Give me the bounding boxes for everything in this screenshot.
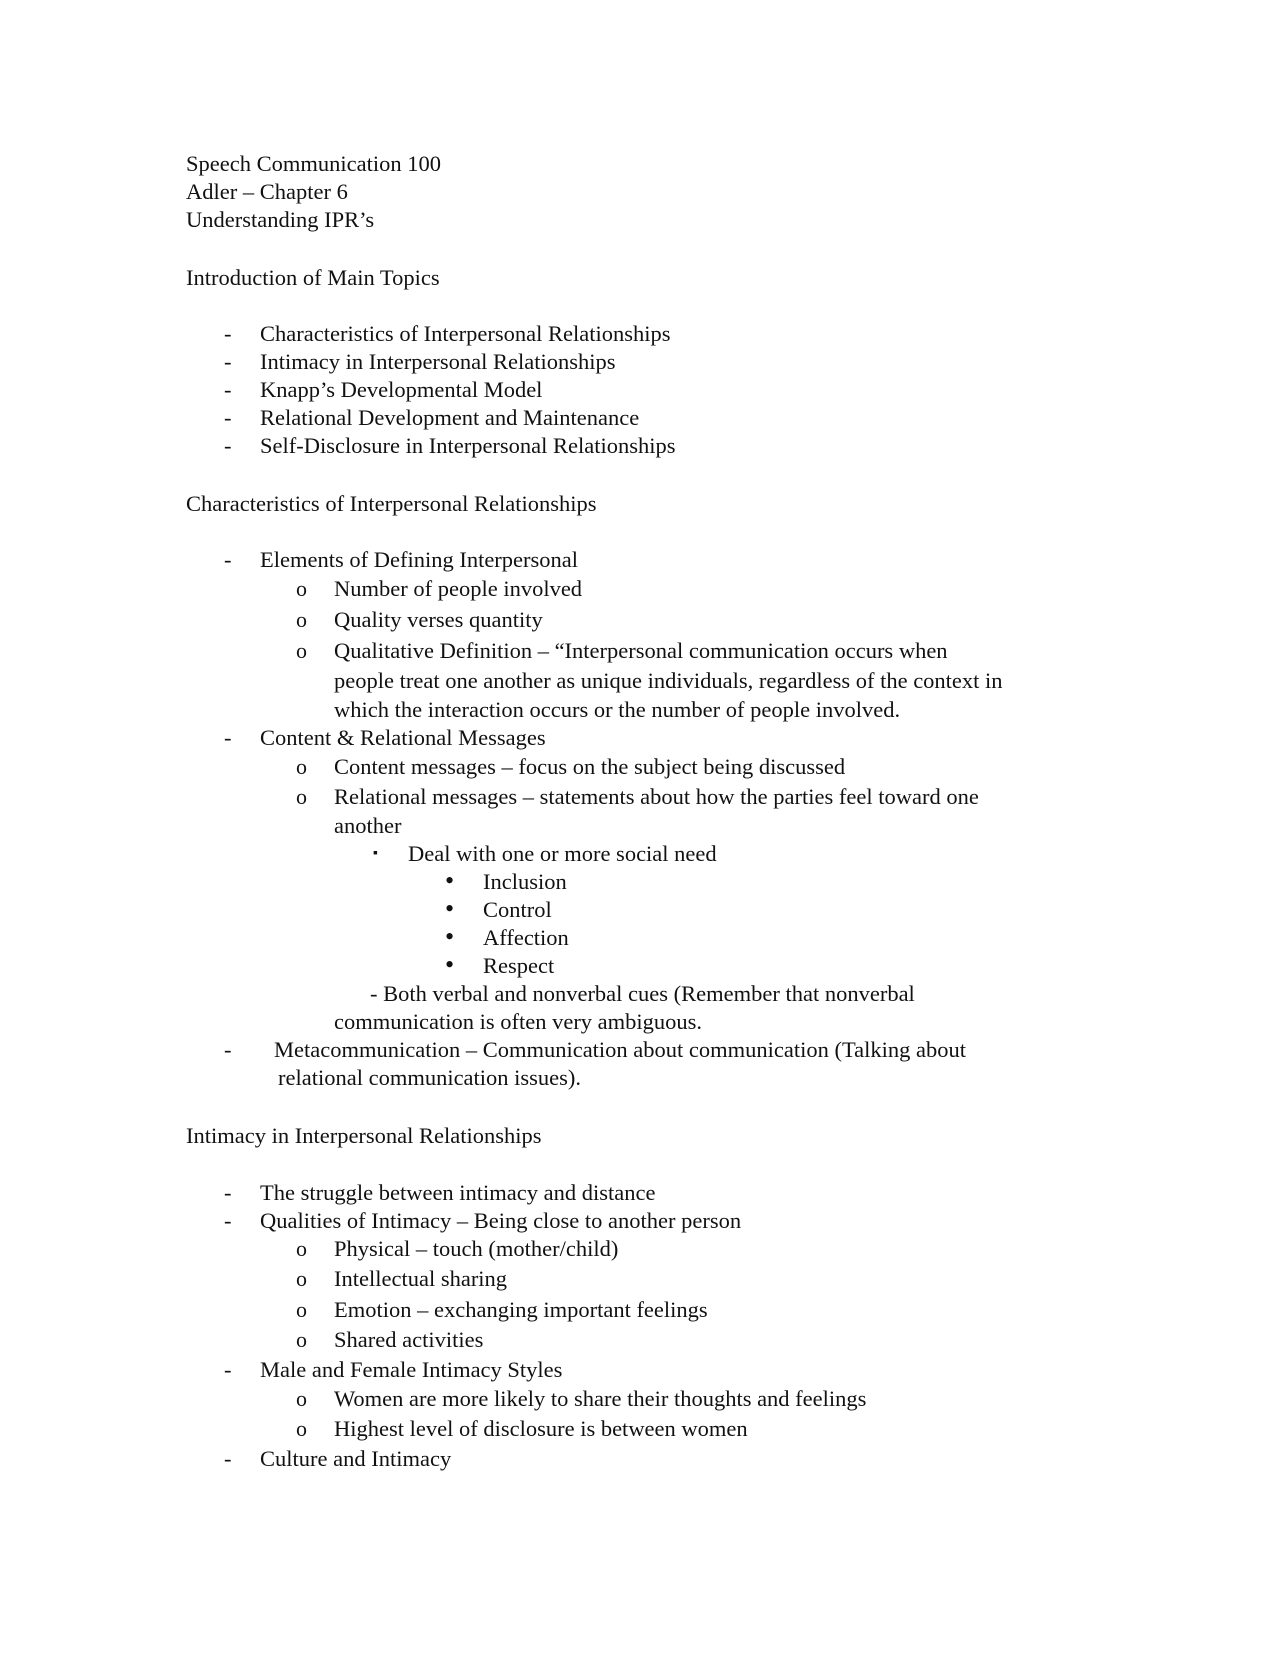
intimacy-heading: Intimacy in Interpersonal Relationships [186,1123,542,1148]
dash-marker: - [224,1208,232,1233]
dash-marker: - [224,1357,232,1382]
cues-line1: - Both verbal and nonverbal cues (Remember that nonverbal [370,981,915,1006]
course-title: Speech Communication 100 [186,151,441,176]
square-bullet-icon: ▪ [373,846,378,861]
qualitative-definition-line3: which the interaction occurs or the number of people involved. [334,697,901,722]
need-respect: Respect [483,953,555,978]
circle-marker: o [296,784,307,809]
qualitative-definition-line2: people treat one another as unique individuals, regardless of the context in [334,668,1003,693]
dash-marker: - [224,405,232,430]
circle-marker: o [296,1327,307,1352]
qualities-label: Qualities of Intimacy – Being close to another person [260,1208,742,1233]
circle-marker: o [296,1266,307,1291]
dash-marker: - [224,1037,232,1062]
content-relational-label: Content & Relational Messages [260,725,546,750]
circle-marker: o [296,754,307,779]
dash-marker: - [224,725,232,750]
content-messages: Content messages – focus on the subject being discussed [334,754,846,779]
dash-marker: - [224,1180,232,1205]
dash-marker: - [224,1446,232,1471]
intro-item-characteristics: Characteristics of Interpersonal Relationships [260,321,671,346]
circle-marker: o [296,576,307,601]
relational-messages-line2: another [334,813,402,838]
circle-marker: o [296,638,307,663]
need-affection: Affection [483,925,569,950]
quality-physical: Physical – touch (mother/child) [334,1236,619,1261]
elements-label: Elements of Defining Interpersonal [260,547,579,572]
quality-shared-activities: Shared activities [334,1327,484,1352]
intro-item-self-disclosure: Self-Disclosure in Interpersonal Relationships [260,433,676,458]
qualitative-definition-line1: Qualitative Definition – “Interpersonal communication occurs when [334,638,948,663]
circle-marker: o [296,1416,307,1441]
metacommunication-line1: Metacommunication – Communication about communication (Talking about [274,1037,967,1062]
bullet-icon: • [445,866,455,895]
intro-item-intimacy: Intimacy in Interpersonal Relationships [260,349,616,374]
need-control: Control [483,897,552,922]
circle-marker: o [296,1297,307,1322]
elements-quality: Quality verses quantity [334,607,543,632]
culture-intimacy: Culture and Intimacy [260,1446,452,1471]
social-need: Deal with one or more social need [408,841,717,866]
quality-intellectual: Intellectual sharing [334,1266,508,1291]
characteristics-heading: Characteristics of Interpersonal Relationships [186,491,597,516]
intro-item-development: Relational Development and Maintenance [260,405,640,430]
circle-marker: o [296,1386,307,1411]
quality-emotion: Emotion – exchanging important feelings [334,1297,708,1322]
style-highest-disclosure: Highest level of disclosure is between women [334,1416,748,1441]
circle-marker: o [296,1236,307,1261]
styles-label: Male and Female Intimacy Styles [260,1357,563,1382]
bullet-icon: • [445,950,455,979]
cues-line2: communication is often very ambiguous. [334,1009,703,1034]
circle-marker: o [296,607,307,632]
intro-item-knapp: Knapp’s Developmental Model [260,377,543,402]
dash-marker: - [224,377,232,402]
dash-marker: - [224,349,232,374]
intimacy-struggle: The struggle between intimacy and distance [260,1180,656,1205]
need-inclusion: Inclusion [483,869,567,894]
bullet-icon: • [445,894,455,923]
dash-marker: - [224,433,232,458]
style-women-share: Women are more likely to share their thoughts and feelings [334,1386,867,1411]
dash-marker: - [224,321,232,346]
intro-heading: Introduction of Main Topics [186,265,440,290]
dash-marker: - [224,547,232,572]
chapter-title: Adler – Chapter 6 [186,179,348,204]
elements-number: Number of people involved [334,576,583,601]
document-subtitle: Understanding IPR’s [186,207,375,232]
relational-messages-line1: Relational messages – statements about how the parties feel toward one [334,784,979,809]
metacommunication-line2: relational communication issues). [278,1065,582,1090]
bullet-icon: • [445,922,455,951]
